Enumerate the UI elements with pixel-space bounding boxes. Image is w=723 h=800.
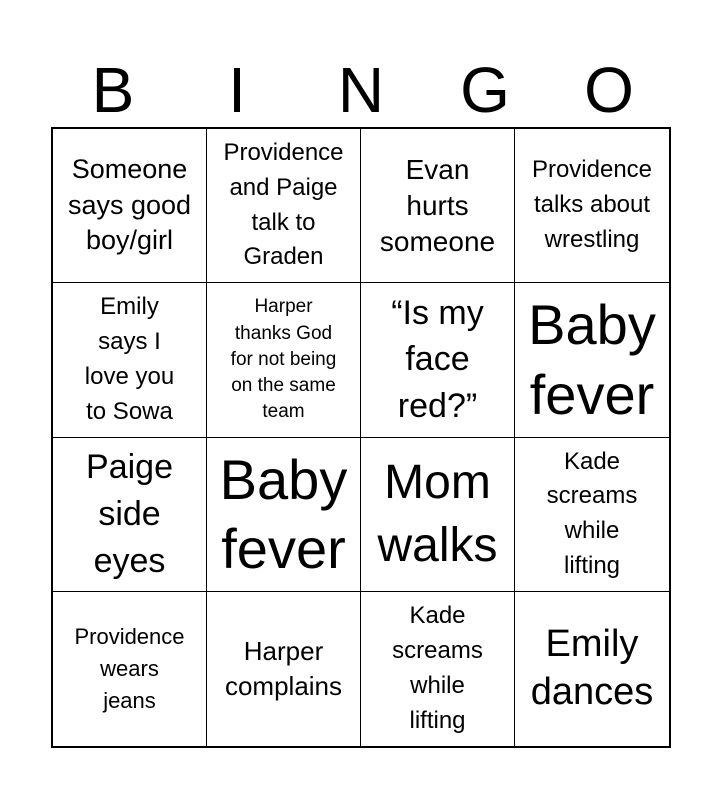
cell-text: Paige side eyes bbox=[86, 447, 173, 580]
cell-text: Harper thanks God for not being on the same team bbox=[230, 296, 337, 423]
cell-text: Providence and Paige talk to Graden bbox=[223, 139, 344, 271]
bingo-cell[interactable] bbox=[515, 592, 669, 746]
header-letter-i: I bbox=[228, 54, 246, 126]
bingo-cell[interactable] bbox=[207, 592, 361, 746]
bingo-cell[interactable] bbox=[207, 438, 361, 592]
bingo-cell[interactable] bbox=[207, 283, 361, 437]
cell-text: Providence talks about wrestling bbox=[531, 156, 653, 254]
bingo-cell[interactable] bbox=[515, 438, 669, 592]
cell-text: Evan hurts someone bbox=[379, 153, 496, 257]
cell-text: Mom walks bbox=[377, 455, 498, 573]
cell-text: Emily dances bbox=[530, 623, 654, 713]
cell-text: “Is my face red?” bbox=[391, 293, 484, 426]
bingo-cell[interactable] bbox=[515, 283, 669, 437]
bingo-cell[interactable] bbox=[515, 129, 669, 283]
bingo-board bbox=[51, 127, 671, 748]
header-letter-g: G bbox=[460, 54, 510, 126]
header-letter-o: O bbox=[584, 54, 634, 126]
cell-text: Baby fever bbox=[528, 293, 656, 426]
bingo-cell[interactable] bbox=[53, 283, 207, 437]
bingo-cell[interactable] bbox=[53, 592, 207, 746]
cell-text: Providence wears jeans bbox=[74, 624, 185, 713]
cell-text: Kade screams while lifting bbox=[546, 447, 638, 579]
cell-text: Emily says I love you to Sowa bbox=[84, 293, 175, 425]
cell-text: Baby fever bbox=[219, 447, 348, 581]
bingo-cell[interactable] bbox=[361, 129, 515, 283]
header-letter-b: B bbox=[91, 54, 135, 126]
bingo-cell[interactable] bbox=[361, 438, 515, 592]
cell-text: Someone says good boy/girl bbox=[67, 154, 192, 256]
header-letter-n: N bbox=[337, 54, 385, 126]
cell-text: Kade screams while lifting bbox=[392, 602, 483, 734]
bingo-cell[interactable] bbox=[53, 438, 207, 592]
bingo-cell[interactable] bbox=[207, 129, 361, 283]
bingo-cell[interactable] bbox=[361, 592, 515, 746]
bingo-cell[interactable] bbox=[361, 283, 515, 437]
cell-text: Harper complains bbox=[224, 635, 343, 701]
bingo-cell[interactable] bbox=[53, 129, 207, 283]
bingo-header bbox=[51, 52, 671, 128]
